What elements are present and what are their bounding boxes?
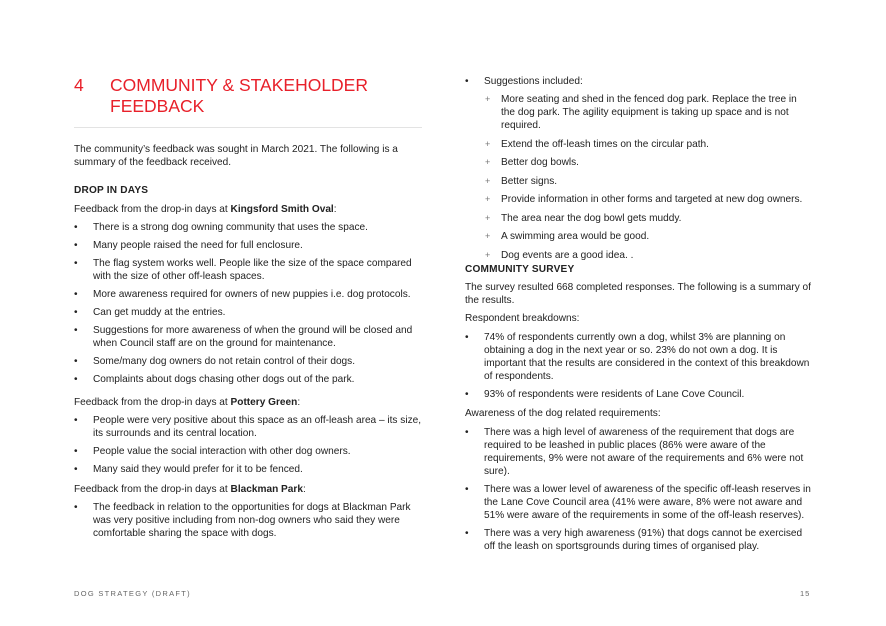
- survey-intro: The survey resulted 668 completed responses. The following is a summary of the results.: [465, 282, 811, 306]
- blackman-place: Blackman Park: [230, 484, 303, 495]
- pottery-list: [74, 414, 422, 481]
- survey-heading: COMMUNITY SURVEY: [465, 264, 575, 275]
- list-item: • 74% of respondents currently own a dog, whilst 3% are planning on obtaining a dog in the next year or so. 23% do not own a dog. It is important that the results are considered in the context of this breakdown of respondents.: [465, 331, 813, 383]
- section-number: 4: [74, 75, 84, 95]
- suggestions-block: [465, 75, 813, 93]
- heading-divider: [74, 127, 422, 128]
- kingsford-list: [74, 221, 422, 391]
- blackman-list: [74, 501, 422, 545]
- section-title: COMMUNITY & STAKEHOLDER FEEDBACK: [110, 75, 368, 116]
- list-item: • The flag system works well. People like the size of the space compared with the size of other off-leash spaces.: [74, 257, 422, 283]
- list-item: + A swimming area would be good.: [465, 230, 813, 243]
- list-item: • Can get muddy at the entries.: [74, 306, 422, 319]
- awareness-label: Awareness of the dog related requirements:: [465, 408, 661, 419]
- list-item: + Dog events are a good idea. .: [465, 249, 813, 262]
- list-item: • Many people raised the need for full enclosure.: [74, 239, 422, 252]
- list-item: • 93% of respondents were residents of Lane Cove Council.: [465, 388, 813, 401]
- kingsford-intro: Feedback from the drop-in days at Kingsford Smith Oval:: [74, 204, 337, 215]
- list-item: • The feedback in relation to the opportunities for dogs at Blackman Park was very positive including from non-dog owners who said they were comfortable sharing the space with dogs.: [74, 501, 422, 540]
- kingsford-place: Kingsford Smith Oval: [230, 204, 334, 215]
- breakdown-label: Respondent breakdowns:: [465, 313, 580, 324]
- list-item: • People were very positive about this space as an off-leash area – its size, its surrounds and its central location.: [74, 414, 422, 440]
- awareness-list: [465, 426, 813, 558]
- list-item: + Provide information in other forms and targeted at new dog owners.: [465, 193, 813, 206]
- list-item: • People value the social interaction with other dog owners.: [74, 445, 422, 458]
- list-item: + Better signs.: [465, 175, 813, 188]
- list-item: • Many said they would prefer for it to be fenced.: [74, 463, 422, 476]
- list-item: • Complaints about dogs chasing other dogs out of the park.: [74, 373, 422, 386]
- intro-paragraph: The community’s feedback was sought in March 2021. The following is a summary of the feedback received.: [74, 144, 398, 168]
- list-item: • There was a very high awareness (91%) that dogs cannot be exercised off the leash on sportsgrounds during times of organised play.: [465, 527, 813, 553]
- suggestions-list: [465, 93, 813, 267]
- pottery-intro: Feedback from the drop-in days at Pottery Green:: [74, 397, 301, 408]
- list-item: + The area near the dog bowl gets muddy.: [465, 212, 813, 225]
- list-item: • Some/many dog owners do not retain control of their dogs.: [74, 355, 422, 368]
- list-item: • There was a lower level of awareness of the specific off-leash reserves in the Lane Cove Council area (41% were aware, 8% were not aware and 51% were aware of the requirements in some of the off-leash reserves).: [465, 483, 813, 522]
- drop-in-heading: DROP IN DAYS: [74, 185, 149, 196]
- list-item: • More awareness required for owners of new puppies i.e. dog protocols.: [74, 288, 422, 301]
- breakdown-list: [465, 331, 813, 406]
- footer-page-number: 15: [800, 589, 811, 598]
- pottery-place: Pottery Green: [230, 397, 298, 408]
- blackman-intro: Feedback from the drop-in days at Blackman Park:: [74, 484, 306, 495]
- list-item: + Extend the off-leash times on the circular path.: [465, 138, 813, 151]
- list-item: + Better dog bowls.: [465, 156, 813, 169]
- suggestions-label: • Suggestions included:: [465, 75, 813, 88]
- list-item: • Suggestions for more awareness of when the ground will be closed and when Council staff are on the ground for maintenance.: [74, 324, 422, 350]
- list-item: + More seating and shed in the fenced dog park. Replace the tree in the dog park. The agility equipment is taking up space and is not required.: [465, 93, 813, 132]
- footer-document-title: DOG STRATEGY (DRAFT): [74, 589, 191, 598]
- list-item: • There was a high level of awareness of the requirement that dogs are required to be leashed in public places (86% were aware of the requirements, 9% were not aware of the requirements and 6% were not sure).: [465, 426, 813, 478]
- list-item: • There is a strong dog owning community that uses the space.: [74, 221, 422, 234]
